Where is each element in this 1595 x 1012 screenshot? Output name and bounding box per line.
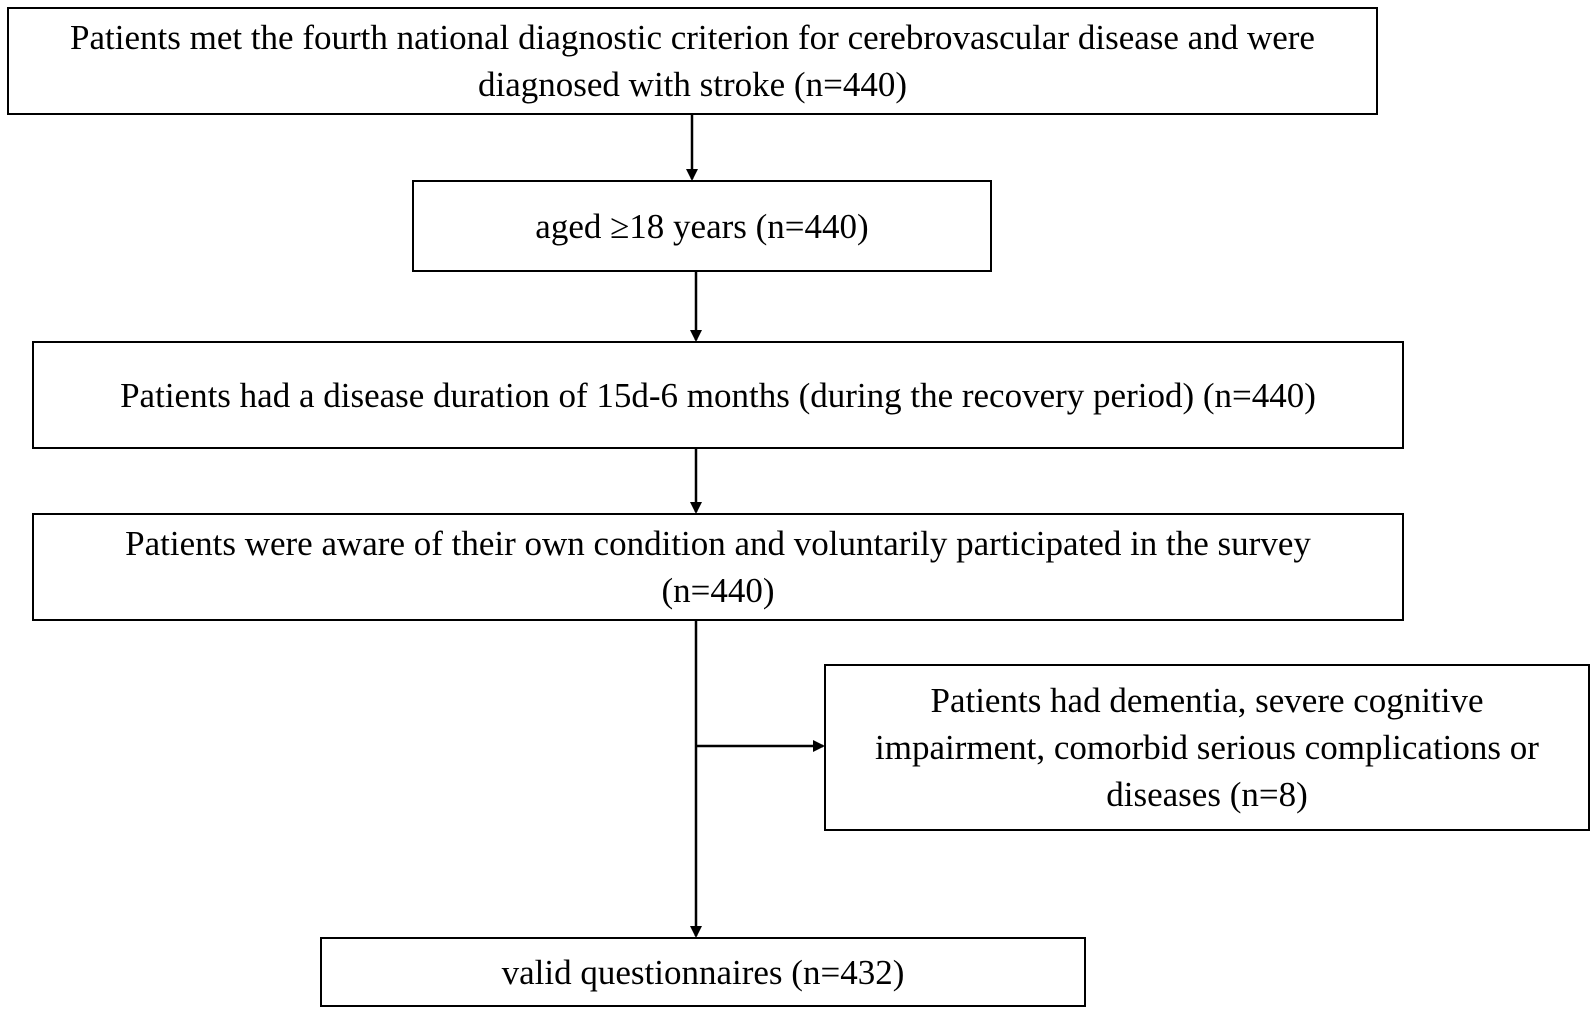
step-2-box	[412, 180, 992, 272]
exclusion-text: Patients had dementia, severe cognitive impairment, comorbid serious complications or diseases (n=8)	[875, 681, 1539, 814]
step-2-text: aged ≥18 years (n=440)	[535, 206, 869, 246]
result-text: valid questionnaires (n=432)	[501, 952, 905, 992]
step-1-text: Patients met the fourth national diagnostic criterion for cerebrovascular disease and were diagnosed with stroke (n=440)	[70, 18, 1315, 104]
step-3-text: Patients had a disease duration of 15d-6 months (during the recovery period) (n=440)	[120, 375, 1316, 415]
exclusion-box	[824, 664, 1590, 831]
step-4-box	[32, 513, 1404, 621]
step-4-text: Patients were aware of their own condition and voluntarily participated in the survey (n=440)	[125, 524, 1311, 610]
step-1-box	[7, 7, 1378, 115]
result-box	[320, 937, 1086, 1007]
step-3-box	[32, 341, 1404, 449]
